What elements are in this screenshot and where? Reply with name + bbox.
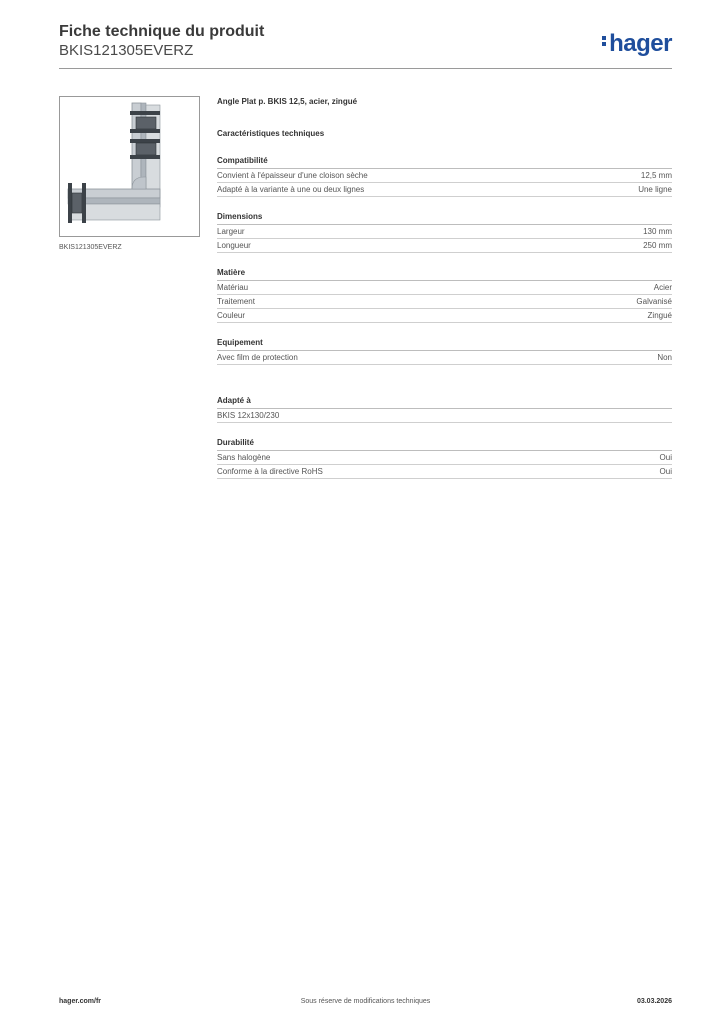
spec-value: Galvanisé bbox=[636, 297, 672, 306]
spec-value: 250 mm bbox=[643, 241, 672, 250]
spec-value: Oui bbox=[659, 453, 672, 462]
spec-content bbox=[217, 97, 672, 479]
spec-row bbox=[217, 465, 672, 479]
spec-row bbox=[217, 281, 672, 295]
spec-label: Convient à l'épaisseur d'une cloison sèche bbox=[217, 171, 368, 180]
section-title: Equipement bbox=[217, 337, 672, 351]
spec-row bbox=[217, 169, 672, 183]
spec-label: Longueur bbox=[217, 241, 251, 250]
spec-row bbox=[217, 409, 672, 423]
spec-value: 130 mm bbox=[643, 227, 672, 236]
section-dimensions bbox=[217, 211, 672, 253]
spec-value: Acier bbox=[653, 283, 672, 292]
product-name: Angle Plat p. BKIS 12,5, acier, zingué bbox=[217, 97, 358, 106]
spec-row bbox=[217, 239, 672, 253]
logo-text: hager bbox=[609, 30, 672, 57]
section-title: Dimensions bbox=[217, 211, 672, 225]
spec-label: Sans halogène bbox=[217, 453, 271, 462]
section-equipement bbox=[217, 337, 672, 365]
spec-row bbox=[217, 309, 672, 323]
spec-label: Traitement bbox=[217, 297, 255, 306]
spec-label: Adapté à la variante à une ou deux lignes bbox=[217, 185, 365, 194]
spec-label: Conforme à la directive RoHS bbox=[217, 467, 323, 476]
section-compatibilite bbox=[217, 155, 672, 197]
footer-website-link[interactable]: hager.com/fr bbox=[59, 998, 102, 1005]
section-title: Compatibilité bbox=[217, 155, 672, 169]
hager-logo bbox=[602, 30, 672, 58]
spec-row bbox=[217, 225, 672, 239]
logo-dots-icon bbox=[602, 34, 607, 48]
section-matiere bbox=[217, 267, 672, 323]
product-image bbox=[59, 96, 200, 237]
section-title: Durabilité bbox=[217, 437, 672, 451]
spec-label: Matériau bbox=[217, 283, 249, 292]
page-header bbox=[59, 22, 672, 68]
spec-label: BKIS 12x130/230 bbox=[217, 411, 280, 420]
spec-value: Zingué bbox=[647, 311, 672, 320]
spec-row bbox=[217, 451, 672, 465]
spec-value: Une ligne bbox=[638, 185, 672, 194]
image-caption: BKIS121305EVERZ bbox=[59, 244, 122, 251]
spec-value: 12,5 mm bbox=[640, 171, 672, 180]
spec-row bbox=[217, 183, 672, 197]
footer-date: 03.03.2026 bbox=[636, 998, 672, 1005]
section-title: Adapté à bbox=[217, 395, 672, 409]
spec-label: Largeur bbox=[217, 227, 245, 236]
tech-heading: Caractéristiques techniques bbox=[217, 129, 325, 138]
spec-value: Non bbox=[657, 353, 672, 362]
spec-row bbox=[217, 351, 672, 365]
angle-bracket-product-image bbox=[60, 97, 199, 236]
page-title: Fiche technique du produit bbox=[59, 23, 265, 40]
spec-row bbox=[217, 295, 672, 309]
spec-label: Couleur bbox=[217, 311, 246, 320]
header-divider bbox=[59, 68, 672, 69]
product-reference: BKIS121305EVERZ bbox=[59, 42, 194, 59]
section-title: Matière bbox=[217, 267, 672, 281]
spec-value: Oui bbox=[659, 467, 672, 476]
section-durabilite bbox=[217, 437, 672, 479]
footer-disclaimer: Sous réserve de modifications techniques bbox=[300, 998, 431, 1005]
spec-label: Avec film de protection bbox=[217, 353, 298, 362]
section-adapte-a bbox=[217, 395, 672, 423]
